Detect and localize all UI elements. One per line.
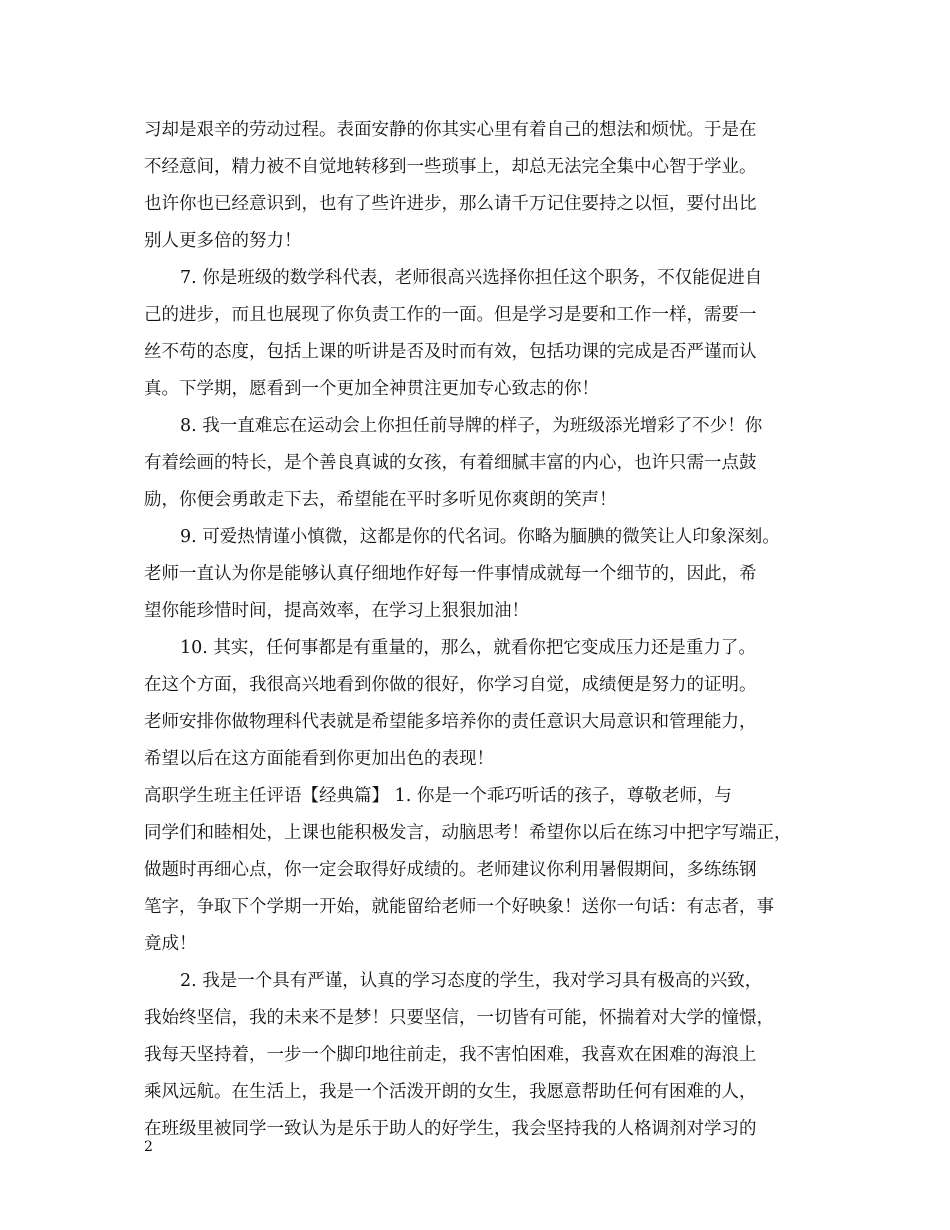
text-line: 己的进步，而且也展现了你负责工作的一面。但是学习是要和工作一样，需要一	[144, 305, 757, 325]
text-line: 也许你也已经意识到，也有了些许进步，那么请千万记住要持之以恒，要付出比	[144, 194, 757, 214]
text-line: 高职学生班主任评语【经典篇】 1. 你是一个乖巧听话的孩子，尊敬老师，与	[144, 786, 732, 806]
text-line: 10. 其实，任何事都是有重量的，那么，就看你把它变成压力还是重力了。	[180, 638, 756, 658]
document-body	[144, 112, 816, 1148]
text-line: 老师安排你做物理科代表就是希望能多培养你的责任意识大局意识和管理能力，	[144, 712, 757, 732]
text-line: 习却是艰辛的劳动过程。表面安静的你其实心里有着自己的想法和烦忧。于是在	[144, 120, 757, 140]
text-line: 老师一直认为你是能够认真仔细地作好每一件事情成就每一个细节的，因此，希	[144, 564, 757, 584]
text-line: 8. 我一直难忘在运动会上你担任前导牌的样子，为班级添光增彩了不少！你	[180, 416, 763, 436]
text-line: 有着绘画的特长，是个善良真诚的女孩，有着细腻丰富的内心，也许只需一点鼓	[144, 453, 757, 473]
text-line: 我始终坚信，我的未来不是梦！只要坚信，一切皆有可能，怀揣着对大学的憧憬，	[144, 1008, 774, 1028]
text-line: 7. 你是班级的数学科代表，老师很高兴选择你担任这个职务，不仅能促进自	[180, 268, 763, 288]
text-line: 乘风远航。在生活上，我是一个活泼开朗的女生，我愿意帮助任何有困难的人，	[144, 1082, 757, 1102]
text-line: 9. 可爱热情谨小慎微，这都是你的代名词。你略为腼腆的微笑让人印象深刻。	[180, 527, 780, 547]
text-line: 竟成！	[144, 934, 197, 954]
text-line: 不经意间，精力被不自觉地转移到一些琐事上，却总无法完全集中心智于学业。	[144, 157, 757, 177]
text-line: 做题时再细心点，你一定会取得好成绩的。老师建议你利用暑假期间，多练练钢	[144, 860, 757, 880]
text-line: 在这个方面，我很高兴地看到你做的很好，你学习自觉，成绩便是努力的证明。	[144, 675, 757, 695]
text-line: 同学们和睦相处，上课也能积极发言，动脑思考！希望你以后在练习中把字写端正，	[144, 823, 792, 843]
text-line: 2. 我是一个具有严谨，认真的学习态度的学生，我对学习具有极高的兴致，	[180, 971, 763, 991]
text-line: 真。下学期，愿看到一个更加全神贯注更加专心致志的你！	[144, 379, 599, 399]
text-line: 丝不苟的态度，包括上课的听讲是否及时而有效，包括功课的完成是否严谨而认	[144, 342, 757, 362]
page-number: 2	[144, 1139, 153, 1155]
text-line: 别人更多倍的努力！	[144, 231, 302, 251]
text-line: 笔字，争取下个学期一开始，就能留给老师一个好映象！送你一句话：有志者，事	[144, 897, 774, 917]
text-line: 在班级里被同学一致认为是乐于助人的好学生，我会坚持我的人格调剂对学习的	[144, 1119, 757, 1139]
text-line: 我每天坚持着，一步一个脚印地往前走，我不害怕困难，我喜欢在困难的海浪上	[144, 1045, 757, 1065]
text-line: 望你能珍惜时间，提高效率，在学习上狠狠加油！	[144, 601, 529, 621]
text-line: 希望以后在这方面能看到你更加出色的表现！	[144, 749, 494, 769]
text-line: 励，你便会勇敢走下去，希望能在平时多听见你爽朗的笑声！	[144, 490, 617, 510]
